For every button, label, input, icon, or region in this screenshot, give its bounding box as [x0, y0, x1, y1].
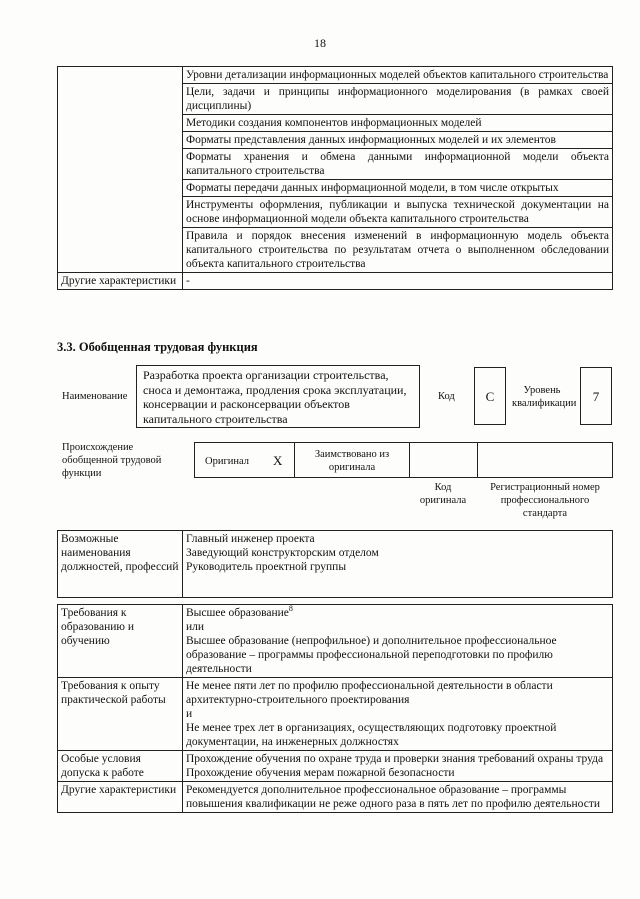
footnote-marker: 8 [288, 604, 293, 614]
label-cell: Другие характеристики [58, 782, 183, 813]
original-code-caption: Код оригинала [419, 482, 467, 506]
table-row [58, 751, 613, 782]
table-row [58, 678, 613, 751]
reg-number-caption: Регистрационный номер профессионального стандарта [490, 482, 600, 519]
experience-line: Не менее пяти лет по профилю профессиональной деятельности в области архитектурно-строительного проектирования [186, 680, 553, 706]
table-row [58, 605, 613, 678]
origin-label: Происхождение обобщенной трудовой функции [62, 442, 162, 479]
label-cell: Требования к образованию и обучению [58, 605, 183, 678]
page-number: 18 [314, 36, 326, 50]
code-label: Код [438, 391, 455, 402]
positions-table [57, 530, 613, 598]
reg-number-cell [477, 442, 613, 478]
original-mark: X [273, 453, 283, 468]
section-heading: 3.3. Обобщенная трудовая функция [57, 340, 258, 354]
experience-line: Не менее трех лет в организациях, осуществляющих подготовку проектной документации, на инженерных должностях [186, 722, 557, 748]
table-cell: Методики создания компонентов информационных моделей [183, 115, 613, 132]
position-item: Заведующий конструкторским отделом [186, 547, 379, 559]
knowledge-table [57, 66, 613, 290]
table-cell: Форматы хранения и обмена данными информационной модели объекта капитального строительства [183, 149, 613, 180]
function-name-box: Разработка проекта организации строительства, сноса и демонтажа, продления срока эксплуатации, консервации и расконсервации объектов капитального строительства [136, 365, 420, 428]
position-item: Главный инженер проекта [186, 533, 315, 545]
table-cell [183, 531, 613, 598]
education-line: Высшее образование (непрофильное) и дополнительное профессиональное образование – программы профессиональной переподготовки по профилю деятельности [186, 635, 557, 675]
name-label: Наименование [62, 391, 128, 402]
education-line: или [186, 621, 205, 633]
position-item: Руководитель проектной группы [186, 561, 347, 573]
level-label: Уровень квалификации [512, 385, 577, 409]
education-line: Высшее образование$^8$ [186, 604, 293, 619]
level-value-box: 7 [580, 367, 612, 425]
table-row [58, 782, 613, 813]
table-cell: Форматы передачи данных информационной модели, в том числе открытых [183, 180, 613, 197]
experience-line: и [186, 708, 193, 720]
borrowed-cell: Заимствовано из оригинала [294, 442, 410, 478]
table-row [58, 273, 613, 290]
table-cell: Инструменты оформления, публикации и выпуска технической документации на основе информационной модели объекта капитального строительства [183, 197, 613, 228]
table-cell: Правила и порядок внесения изменений в информационную модель объекта капитального строительства по результатам отчета о выполненном обследовании объекта капитального строительства [183, 228, 613, 273]
requirements-table [57, 604, 613, 813]
label-cell: Особые условия допуска к работе [58, 751, 183, 782]
table-cell: - [183, 273, 613, 290]
table-cell [183, 605, 613, 678]
original-code-cell [409, 442, 478, 478]
special-line: Прохождение обучения мерам пожарной безопасности [186, 767, 455, 779]
special-line: Прохождение обучения по охране труда и проверки знания требований охраны труда [186, 753, 604, 765]
original-cell [194, 442, 295, 478]
code-value-box: C [474, 367, 506, 425]
label-cell: Другие характеристики [58, 273, 183, 290]
label-cell: Требования к опыту практической работы [58, 678, 183, 751]
label-cell [58, 67, 183, 273]
table-cell [183, 678, 613, 751]
table-cell: Уровни детализации информационных моделей объектов капитального строительства [183, 67, 613, 84]
table-cell: Рекомендуется дополнительное профессиональное образование – программы повышения квалификации не реже одного раза в пять лет по профилю деятельности [183, 782, 613, 813]
label-cell: Возможные наименования должностей, профессий [58, 531, 183, 598]
table-cell [183, 751, 613, 782]
table-row [58, 67, 613, 84]
table-row [58, 531, 613, 598]
original-label: Оригинал [205, 456, 249, 467]
table-cell: Форматы представления данных информационных моделей и их элементов [183, 132, 613, 149]
table-cell: Цели, задачи и принципы информационного моделирования (в рамках своей дисциплины) [183, 84, 613, 115]
